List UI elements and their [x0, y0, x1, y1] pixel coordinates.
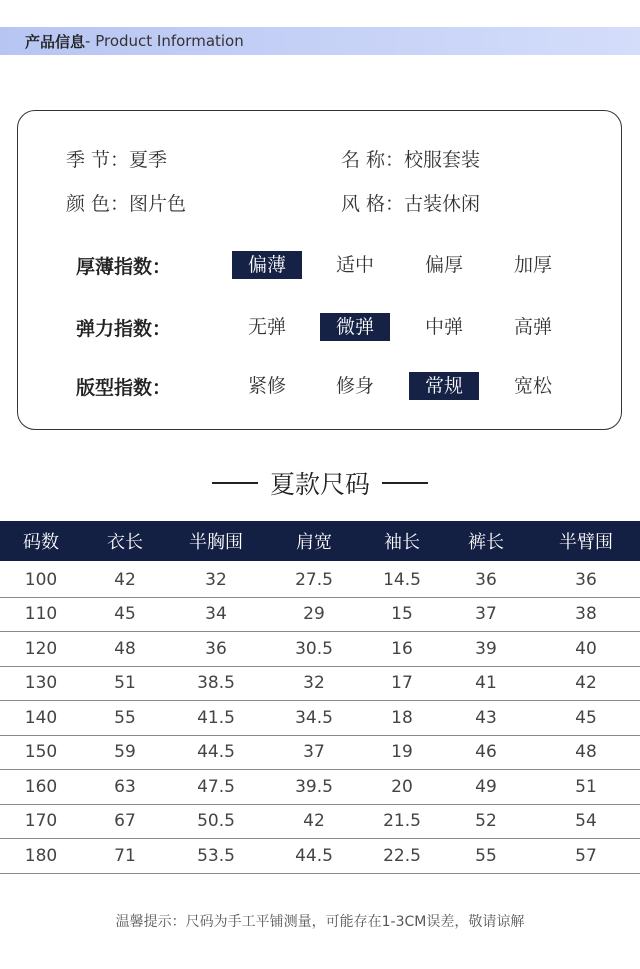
- table-cell: 20: [364, 770, 440, 805]
- table-cell: 14.5: [364, 561, 440, 597]
- table-cell: 41.5: [168, 701, 264, 736]
- index-option-selected: 微弹: [320, 313, 390, 341]
- table-cell: 39: [440, 632, 532, 667]
- table-cell: 34.5: [264, 701, 364, 736]
- index-option: 紧修: [247, 375, 286, 397]
- table-cell: 47.5: [168, 770, 264, 805]
- size-table-header-cell: 半胸围: [168, 521, 264, 561]
- table-cell: 18: [364, 701, 440, 736]
- index-option: 加厚: [513, 254, 552, 276]
- table-cell: 45: [532, 701, 640, 736]
- size-section-title-text: 夏款尺码: [269, 470, 370, 499]
- size-table-header-cell: 肩宽: [264, 521, 364, 561]
- table-row: [0, 561, 640, 597]
- table-cell: 41: [440, 666, 532, 701]
- table-cell: 19: [364, 735, 440, 770]
- table-cell: 59: [82, 735, 168, 770]
- size-table-header-cell: 半臂围: [532, 521, 640, 561]
- table-cell: 21.5: [364, 804, 440, 839]
- size-table-header-cell: 码数: [0, 521, 82, 561]
- title-dash-right: [382, 482, 428, 484]
- attr-season: 季 节：夏季: [66, 149, 168, 171]
- table-cell: 29: [264, 597, 364, 632]
- index-option-selected: 常规: [409, 372, 479, 400]
- table-cell: 45: [82, 597, 168, 632]
- size-table-header-row: [0, 521, 640, 561]
- table-cell: 17: [364, 666, 440, 701]
- index-label: 版型指数：: [76, 377, 172, 399]
- table-cell: 43: [440, 701, 532, 736]
- table-cell: 30.5: [264, 632, 364, 667]
- table-cell: 160: [0, 770, 82, 805]
- table-cell: 50.5: [168, 804, 264, 839]
- table-cell: 100: [0, 561, 82, 597]
- table-cell: 37: [264, 735, 364, 770]
- table-cell: 38.5: [168, 666, 264, 701]
- table-cell: 44.5: [168, 735, 264, 770]
- table-cell: 67: [82, 804, 168, 839]
- index-option: 偏厚: [424, 254, 463, 276]
- table-row: [0, 804, 640, 839]
- table-cell: 42: [264, 804, 364, 839]
- table-cell: 130: [0, 666, 82, 701]
- table-cell: 44.5: [264, 839, 364, 874]
- table-cell: 48: [82, 632, 168, 667]
- table-cell: 55: [82, 701, 168, 736]
- index-label: 厚薄指数：: [76, 256, 172, 278]
- index-option: 修身: [335, 375, 374, 397]
- table-cell: 36: [532, 561, 640, 597]
- table-cell: 36: [168, 632, 264, 667]
- table-row: [0, 770, 640, 805]
- table-cell: 36: [440, 561, 532, 597]
- table-cell: 34: [168, 597, 264, 632]
- table-cell: 38: [532, 597, 640, 632]
- table-cell: 71: [82, 839, 168, 874]
- size-table-body: [0, 561, 640, 873]
- table-cell: 110: [0, 597, 82, 632]
- table-row: [0, 839, 640, 874]
- table-row: [0, 632, 640, 667]
- index-option-selected: 偏薄: [232, 251, 302, 279]
- size-table: [0, 521, 640, 874]
- table-row: [0, 735, 640, 770]
- size-table-header-cell: 裤长: [440, 521, 532, 561]
- size-table-header-cell: 袖长: [364, 521, 440, 561]
- table-cell: 42: [532, 666, 640, 701]
- table-cell: 57: [532, 839, 640, 874]
- table-cell: 48: [532, 735, 640, 770]
- table-cell: 40: [532, 632, 640, 667]
- measurement-note: 温馨提示：尺码为手工平铺测量，可能存在1-3CM误差，敬请谅解: [115, 914, 525, 930]
- table-cell: 55: [440, 839, 532, 874]
- index-option: 适中: [335, 254, 374, 276]
- table-cell: 51: [532, 770, 640, 805]
- table-cell: 63: [82, 770, 168, 805]
- header-title-en: - Product Information: [85, 32, 244, 50]
- table-row: [0, 666, 640, 701]
- section-header-bar: [0, 27, 640, 55]
- attr-color: 颜 色：图片色: [66, 193, 187, 215]
- table-cell: 49: [440, 770, 532, 805]
- table-cell: 32: [264, 666, 364, 701]
- table-cell: 22.5: [364, 839, 440, 874]
- table-cell: 42: [82, 561, 168, 597]
- title-dash-left: [212, 482, 258, 484]
- product-info-box: [17, 110, 622, 430]
- table-cell: 150: [0, 735, 82, 770]
- table-cell: 32: [168, 561, 264, 597]
- table-row: [0, 597, 640, 632]
- table-cell: 15: [364, 597, 440, 632]
- size-section-title: [0, 465, 640, 501]
- index-label: 弹力指数：: [76, 318, 172, 340]
- attr-name: 名 称：校服套装: [341, 149, 481, 171]
- table-cell: 16: [364, 632, 440, 667]
- table-cell: 52: [440, 804, 532, 839]
- table-cell: 54: [532, 804, 640, 839]
- header-title-cn: 产品信息: [25, 32, 86, 51]
- table-cell: 140: [0, 701, 82, 736]
- table-row: [0, 701, 640, 736]
- table-cell: 37: [440, 597, 532, 632]
- table-cell: 53.5: [168, 839, 264, 874]
- index-option: 宽松: [513, 375, 552, 397]
- index-option: 无弹: [247, 316, 286, 338]
- table-cell: 120: [0, 632, 82, 667]
- attr-style: 风 格：古装休闲: [341, 193, 481, 215]
- table-cell: 46: [440, 735, 532, 770]
- table-cell: 39.5: [264, 770, 364, 805]
- table-cell: 170: [0, 804, 82, 839]
- table-cell: 27.5: [264, 561, 364, 597]
- size-table-header-cell: 衣长: [82, 521, 168, 561]
- index-option: 中弹: [424, 316, 463, 338]
- table-cell: 180: [0, 839, 82, 874]
- index-option: 高弹: [513, 316, 552, 338]
- table-cell: 51: [82, 666, 168, 701]
